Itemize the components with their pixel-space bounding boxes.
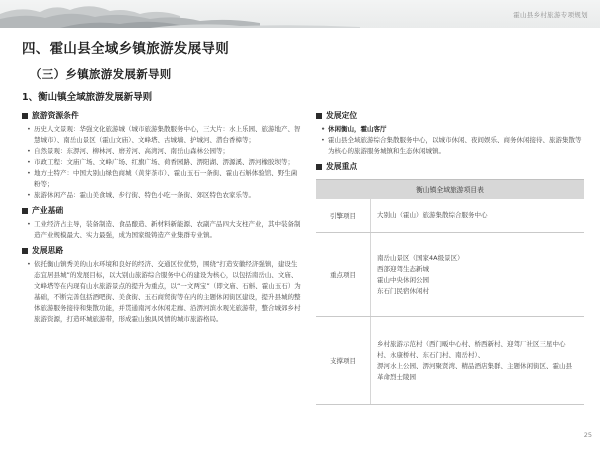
left-column — [22, 110, 302, 325]
row-line: 乡村旅游示范村（西门畈中心村、桥西新村、迎驾厂社区三星中心村、永康桥村、东石门村、南岳村）、 — [377, 339, 566, 359]
document-title: 霍山县乡村旅游专项规划 — [513, 11, 588, 19]
section-title: （三）乡镇旅游发展新导则 — [30, 67, 172, 81]
focus-heading — [316, 161, 584, 172]
square-bullet-icon — [316, 113, 322, 119]
row-line: 东石门民宿休闲村 — [377, 286, 429, 295]
ideas-heading — [22, 245, 302, 256]
row-key: 引擎项目 — [316, 199, 371, 232]
list-item: • 旅游休闲产品：霍山美食城、步行街、特色小吃一条街、郊区特色农家乐等。 — [22, 190, 302, 201]
row-value — [371, 317, 584, 404]
table-title: 衡山镇全域旅游项目表 — [316, 179, 584, 199]
table-row — [316, 317, 584, 405]
ideas-heading-label: 发展思路 — [32, 246, 64, 255]
list-item: • 地方土特产：中国大别山绿色商城（黄芽茶市）、霍山玉石一条街、霍山石斛体验馆、野生菌粉等； — [22, 168, 302, 190]
resources-heading-label: 旅游资源条件 — [32, 111, 79, 120]
list-item: • 工业经济占主导，装备制造、食品酿造、新材料新能源、农副产品四大支柱产业，其中装备制造产业规模最大、实力最强，成为国家级铸造产业集群专业镇。 — [22, 219, 302, 241]
list-item: • 市政工程：文庙广场、文峰广场、红旗广场、荷香园路、淠阳湖、淠源溪、淠河橡胶坝等； — [22, 157, 302, 168]
row-value — [371, 233, 584, 316]
resources-heading — [22, 110, 302, 121]
table-row — [316, 233, 584, 317]
list-item: • 自然景观：东淠河、柳林河、磨芳河、高湾河、南岳山森林公园等； — [22, 146, 302, 157]
row-line: 南岳山景区（国家4A级景区） — [377, 253, 464, 262]
list-item: • 依托衡山镇秀美的山水环境和良好的经济、交通区位优势，围绕“打造安徽经济强镇，建设生态宜居县城”的发展目标，以大别山旅游综合服务中心的建设为核心，以包括南岳山、文庙、文峰塔等在内现有山水旅游景点的提升为重点，以“一文两宝”（即文庙、石斛、霍山玉石）为基础，不断完善包括酒吧街、美食街、玉石商贸街等在内的主题休闲街区建设，提升县城的整体旅游服务接待和集散功能，并贯通南河水休闲走廊、沿淠河滨水观光旅游带，整合城郊乡村旅游资源，打造环城旅游带，形成霍山独具风情的城市旅游格局。 — [22, 259, 302, 325]
row-key: 重点项目 — [316, 233, 371, 316]
square-bullet-icon — [316, 164, 322, 170]
positioning-slogan: • 休闲衡山，霍山客厅 — [316, 124, 584, 135]
chapter-title: 四、霍山县全域乡镇旅游发展导则 — [22, 41, 229, 57]
table-row — [316, 199, 584, 233]
list-item: • 历史人文景观：华强文化旅游城（城市旅游集散服务中心，三大片：水上乐园、旅游地产、智慧城市）、南岳山景区（霍山文庙）、文峰塔、古城墙、护城河、潜台香樟等； — [22, 124, 302, 146]
row-line: 霍山中央休闲公园 — [377, 275, 429, 284]
row-value: 大别山（霍山）旅游集散综合服务中心 — [377, 211, 488, 219]
header-banner — [0, 0, 600, 28]
row-line: 淠河水上公园、淠河聚贤湾、精品酒店集群、主题休闲街区、霍山县革命烈士陵园 — [377, 361, 572, 381]
right-column — [316, 110, 584, 175]
row-line: 西部迎驾生态新城 — [377, 264, 429, 273]
positioning-heading — [316, 110, 584, 121]
positioning-heading-label: 发展定位 — [326, 111, 358, 120]
subsection-title: 1、衡山镇全域旅游发展新导则 — [22, 92, 153, 103]
page-number: 25 — [583, 431, 592, 439]
industry-heading-label: 产业基础 — [32, 206, 64, 215]
square-bullet-icon — [22, 113, 28, 119]
square-bullet-icon — [22, 208, 28, 214]
list-item: • 霍山县全域旅游综合集散服务中心，以城市休闲、夜间娱乐、商务休闲接待、旅游集散等为核心的旅游服务城镇和生态休闲城镇。 — [316, 135, 584, 157]
mountain-landscape-icon — [0, 0, 600, 28]
project-table — [316, 179, 584, 405]
row-key: 支撑项目 — [316, 317, 371, 404]
square-bullet-icon — [22, 248, 28, 254]
industry-heading — [22, 205, 302, 216]
focus-heading-label: 发展重点 — [326, 162, 358, 171]
